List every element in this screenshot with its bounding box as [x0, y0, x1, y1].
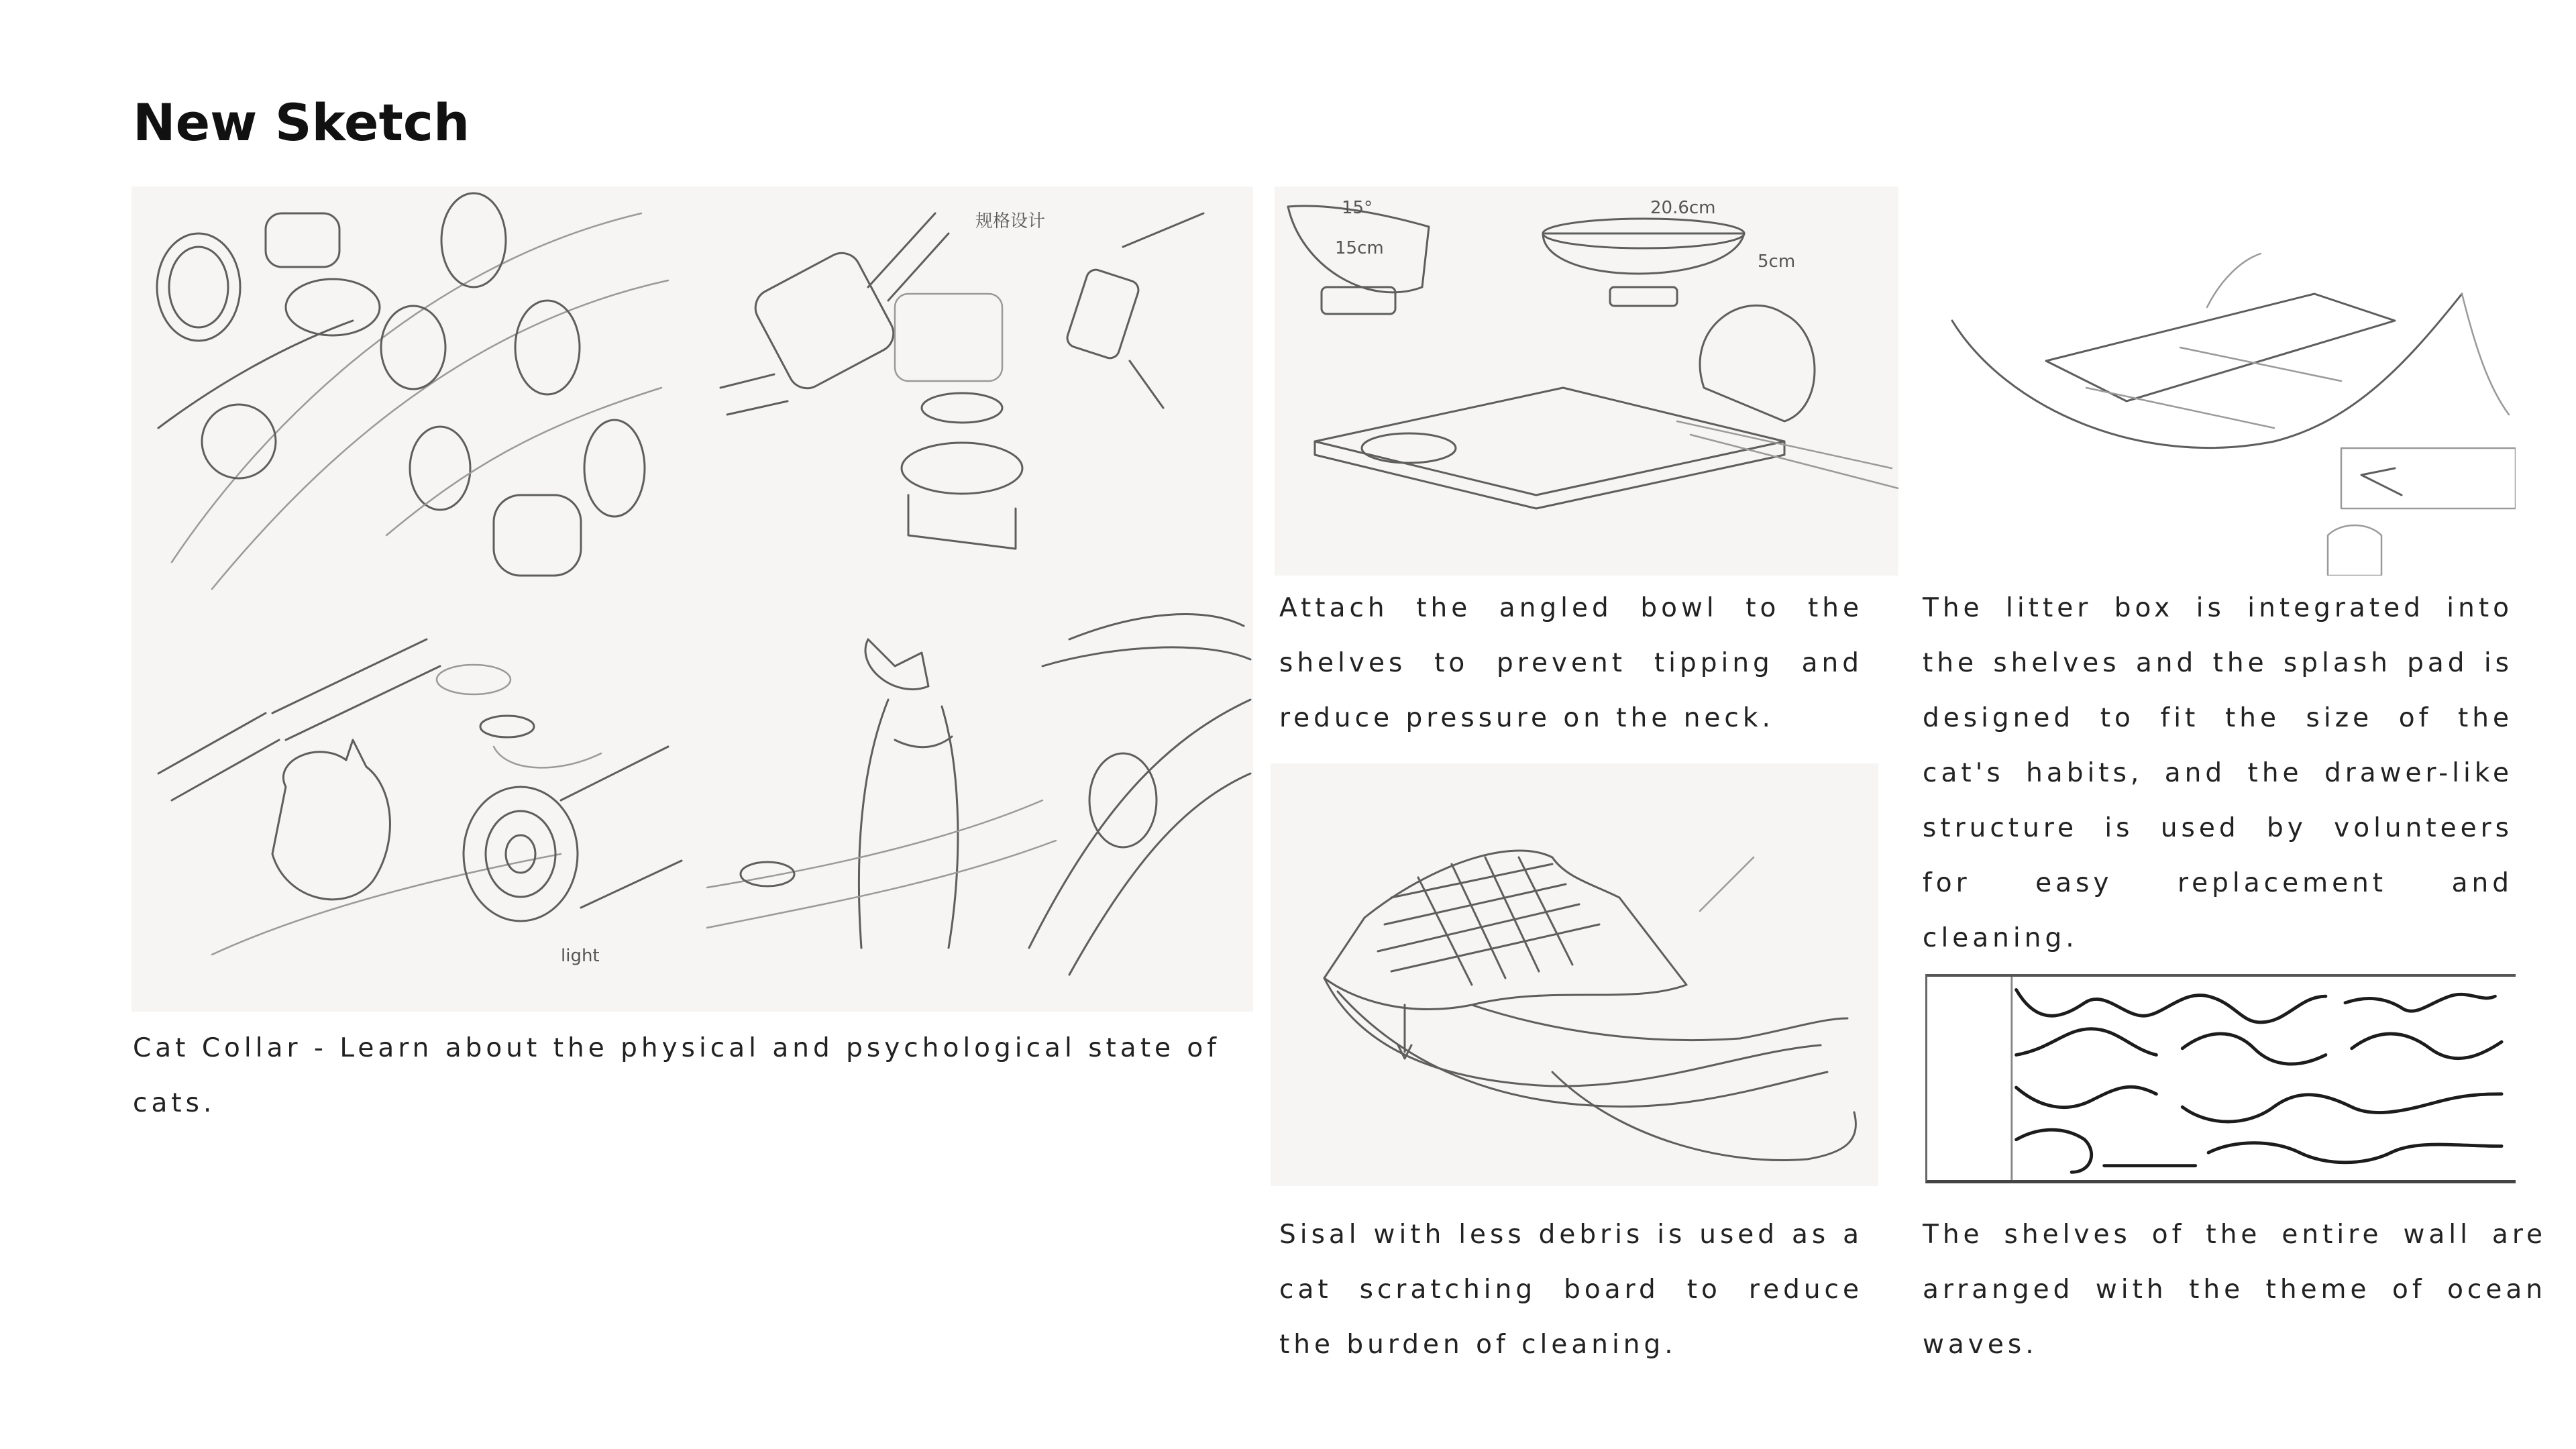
collar-sketch-bottom-left [131, 599, 694, 1012]
bowl-note-width: 20.6cm [1650, 198, 1716, 218]
page-title: New Sketch [133, 93, 470, 152]
caption-cat-collar: Cat Collar - Learn about the physical and psychological state of cats. [133, 1033, 1220, 1118]
collar-sketch-top-right [694, 186, 1253, 599]
svg-text:规格设计: 规格设计 [975, 211, 1046, 231]
sisal-sketch [1271, 763, 1878, 1186]
caption-sisal: Sisal with less debris is used as a cat scratching board to reduce the burden of cleaning. [1279, 1220, 1863, 1360]
collar-sketch-bottom-right [694, 599, 1253, 1012]
caption-litter-box: The litter box is integrated into the shelves and the splash pad is designed to fit the size of the cat's habits, and the drawer-like structure is used by volunteers for easy replacement and cleaning. [1923, 593, 2513, 953]
bowl-note-angle: 15° [1342, 198, 1373, 218]
collar-note-light: light [561, 946, 600, 966]
litter-box-sketch [1925, 186, 2516, 576]
bowl-sketch [1275, 186, 1898, 576]
bowl-note-height: 5cm [1758, 252, 1796, 272]
caption-angled-bowl: Attach the angled bowl to the shelves to prevent tipping and reduce pressure on the neck. [1279, 593, 1863, 733]
collar-sketch-top-left [131, 186, 694, 599]
caption-ocean-waves: The shelves of the entire wall are arranged with the theme of ocean waves. [1923, 1220, 2546, 1360]
ocean-waves-shelf-diagram [1925, 974, 2516, 1183]
bowl-note-side: 15cm [1335, 238, 1384, 258]
